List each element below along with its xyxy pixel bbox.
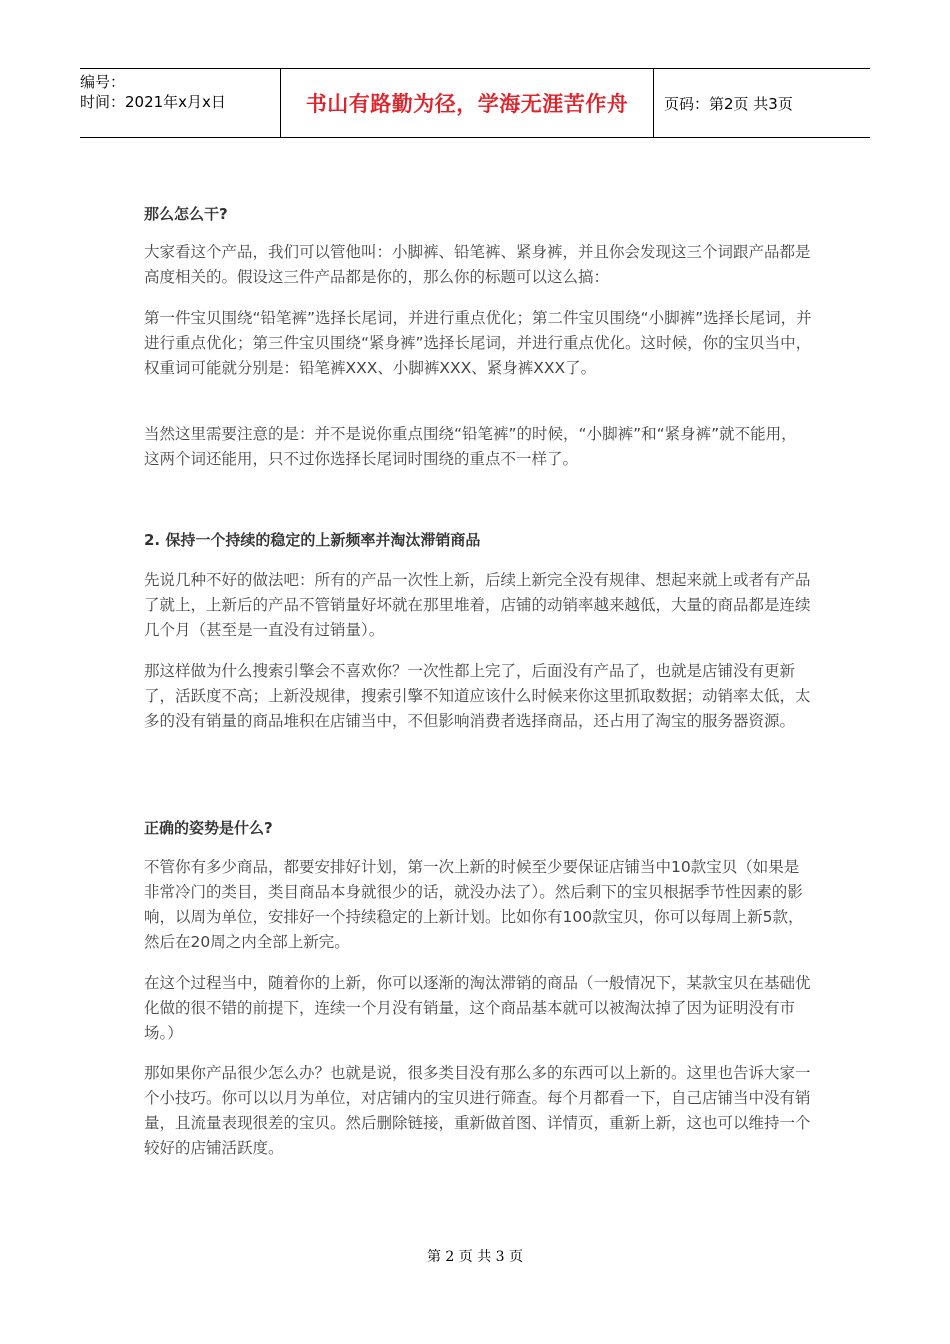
paragraph: 大家看这个产品，我们可以管他叫：小脚裤、铅笔裤、紧身裤，并且你会发现这三个词跟产品都是高度相关的。假设这三件产品都是你的，那么你的标题可以这么搞： xyxy=(144,243,811,286)
paragraph: 当然这里需要注意的是：并不是说你重点围绕“铅笔裤”的时候，“小脚裤”和“紧身裤”就不能用，这两个词还能用，只不过你选择长尾词时围绕的重点不一样了。 xyxy=(144,425,797,468)
paragraph: 先说几种不好的做法吧：所有的产品一次性上新，后续上新完全没有规律、想起来就上或者有产品了就上，上新后的产品不管销量好坏就在那里堆着，店铺的动销率越来越低，大量的商品都是连续几个月（甚至是一直没有过销量）。 xyxy=(144,571,811,639)
paragraph: 在这个过程当中，随着你的上新，你可以逐渐的淘汰滞销的商品（一般情况下，某款宝贝在基础优化做的很不错的前提下，连续一个月没有销量，这个商品基本就可以被淘汰掉了因为证明没有市场。） xyxy=(144,974,811,1042)
header-motto: 书山有路勤为径，学海无涯苦作舟 xyxy=(280,69,654,137)
paragraph: 第一件宝贝围绕“铅笔裤”选择长尾词，并进行重点优化；第二件宝贝围绕“小脚裤”选择长尾词，并进行重点优化；第三件宝贝围绕“紧身裤”选择长尾词，并进行重点优化。这时候，你的宝贝当中，权重词可能就分别是：铅笔裤XXX、小脚裤XXX、紧身裤XXX了。 xyxy=(144,309,812,377)
section-heading: 那么怎么干? xyxy=(144,205,228,223)
section-heading: 正确的姿势是什么? xyxy=(144,819,273,837)
paragraph: 那如果你产品很少怎么办？也就是说，很多类目没有那么多的东西可以上新的。这里也告诉大家一个小技巧。你可以以月为单位，对店铺内的宝贝进行筛查。每个月都看一下，自己店铺当中没有销量，且流量表现很差的宝贝。然后删除链接，重新做首图、详情页，重新上新，这也可以维持一个较好的店铺活跃度。 xyxy=(144,1064,811,1157)
document-time-label: 时间：2021年x月x日 xyxy=(80,93,226,111)
header-meta xyxy=(80,69,280,137)
page-footer: 第 2 页 共 3 页 xyxy=(426,1249,524,1265)
section-heading: 2. 保持一个持续的稳定的上新频率并淘汰滞销商品 xyxy=(144,531,481,549)
header-page-info: 页码：第2页 共3页 xyxy=(664,94,793,113)
paragraph: 不管你有多少商品，都要安排好计划，第一次上新的时候至少要保证店铺当中10款宝贝（如果是非常冷门的类目，类目商品本身就很少的话，就没办法了）。然后剩下的宝贝根据季节性因素的影响，以周为单位，安排好一个持续稳定的上新计划。比如你有100款宝贝，你可以每周上新5款，然后在20周之内全部上新完。 xyxy=(144,858,804,951)
document-number-label: 编号： xyxy=(80,73,126,91)
document-header xyxy=(80,68,870,138)
paragraph: 那这样做为什么搜索引擎会不喜欢你？一次性都上完了，后面没有产品了，也就是店铺没有更新了，活跃度不高；上新没规律，搜索引擎不知道应该什么时候来你这里抓取数据；动销率太低，太多的没有销量的商品堆积在店铺当中，不但影响消费者选择商品，还占用了淘宝的服务器资源。 xyxy=(144,662,811,730)
